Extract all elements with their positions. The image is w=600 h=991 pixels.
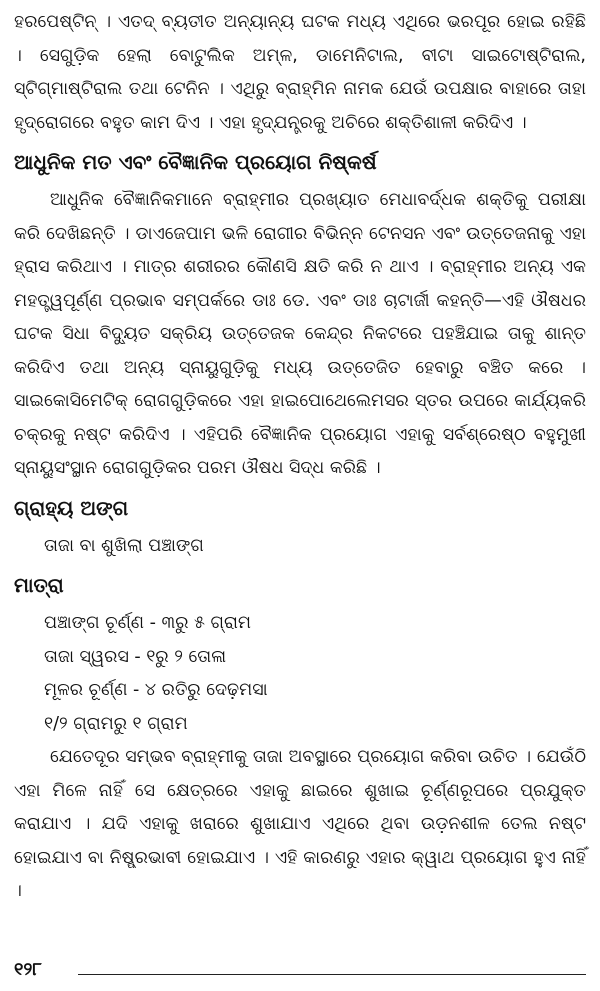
dose-item: ମୂଳର ଚୂର୍ଣ୍ଣ - ୪ ରତିରୁ ଦେଢ଼ମସା — [44, 680, 268, 700]
document-page — [14, 6, 586, 909]
heading-modern-view: ଆଧୁନିକ ମତ ଏବଂ ବୈଜ୍ଞାନିକ ପ୍ରୟୋଗ ନିଷ୍କର୍ଷ — [14, 150, 377, 174]
page-number: ୧୨୮ — [14, 959, 42, 980]
dose-list — [14, 607, 586, 741]
modern-view-paragraph: ଆଧୁନିକ ବୈଜ୍ଞାନିକମାନେ ବ୍ରାହ୍ମୀର ପ୍ରଖ୍ୟାତ ମେଧାବର୍ଦ୍ଧକ ଶକ୍ତିକୁ ପରୀକ୍ଷା କରି ଦେଖିଛନ୍ତି । ଡାଏଜେପାମ ଭଳି ରୋଗୀର ବିଭିନ୍ନ ଟେନସନ ଏବଂ ଉତ୍ତେଜନାକୁ ଏହା ହ୍ରାସ କରିଥାଏ । ମାତ୍ର ଶରୀରର କୌଣସି କ୍ଷତି କରି ନ ଥାଏ । ବ୍ରାହ୍ମୀର ଅନ୍ୟ ଏକ ମହତ୍ତ୍ୱପୂର୍ଣ୍ଣ ପ୍ରଭାବ ସମ୍ପର୍କରେ ଡାଃ ଡେ. ଏବଂ ଡାଃ ଚାଟାର୍ଜୀ କହନ୍ତି—ଏହି ଔଷଧର ଘଟକ ସିଧା ବିଦ୍ୟୁତ ସକ୍ରିୟ ଉତ୍ତେଜକ କେନ୍ଦ୍ର ନିକଟରେ ପହଞ୍ଚିଯାଇ ତାକୁ ଶାନ୍ତ କରିଦିଏ ତଥା ଅନ୍ୟ ସ୍ନାୟୁଗୁଡ଼ିକୁ ମଧ୍ୟ ଉତ୍ତେଜିତ ହେବାରୁ ବଞ୍ଚିତ କରେ । ସାଇକୋସିମେଟିକ୍ ରୋଗଗୁଡ଼ିକରେ ଏହା ହାଇପୋଥେଲେମସର ସ୍ତର ଉପରେ କାର୍ଯ୍ୟକରି ଚକ୍ରକୁ ନଷ୍ଟ କରିଦିଏ । ଏହିପରି ବୈଜ୍ଞାନିକ ପ୍ରୟୋଗ ଏହାକୁ ସର୍ବଶ୍ରେଷ୍ଠ ବହୁମୁଖୀ ସ୍ନାୟୁସଂସ୍ଥାନ ରୋଗଗୁଡ଼ିକର ପରମ ଔଷଧ ସିଦ୍ଧ କରିଛି । — [14, 190, 586, 478]
part-used-text: ତାଜା ବା ଶୁଖିଲା ପଞ୍ଚାଙ୍ଗ — [44, 535, 204, 556]
intro-paragraph: ହରପେଷ୍ଟିନ୍ । ଏତଦ୍ ବ୍ୟତୀତ ଅନ୍ୟାନ୍ୟ ଘଟକ ମଧ୍ୟ ଏଥିରେ ଭରପୂର ହୋଇ ରହିଛି । ସେଗୁଡ଼ିକ ହେଲା ବୋଟୁଲିକ ଅମ୍ଳ, ଡାମେନିଟାଲ, ବୀଟା ସାଇଟୋଷ୍ଟିରାଲ, ସ୍ଟିଗ୍ମାଷ୍ଟିରାଲ ତଥା ଟେନିନ । ଏଥିରୁ ବ୍ରାହ୍ମିନ ନାମକ ଯେଉଁ ଉପକ୍ଷାର ବାହାରେ ତାହା ହୃଦ୍‌ରୋଗରେ ବହୁତ କାମ ଦିଏ । ଏହା ହୃଦ୍‌ଯନ୍ତ୍ରକୁ ଅଚିରେ ଶକ୍ତିଶାଳୀ କରିଦିଏ । — [14, 12, 586, 133]
page-footer — [14, 958, 586, 988]
heading-dose: ମାତ୍ରା — [14, 573, 64, 597]
dose-item: ୧/୨ ଗ୍ରାମରୁ ୧ ଗ୍ରାମ — [44, 713, 188, 734]
dose-item: ତାଜା ସ୍ୱରସ - ୧ରୁ ୨ ତୋଳା — [44, 646, 227, 667]
heading-part-used: ଗ୍ରାହ୍ୟ ଅଙ୍ଗ — [14, 495, 129, 520]
dose-item: ପଞ୍ଚାଙ୍ଗ ଚୂର୍ଣ୍ଣ - ୩ରୁ ୫ ଗ୍ରାମ — [44, 613, 251, 633]
footer-rule — [78, 974, 586, 975]
usage-paragraph: ଯେତେଦୂର ସମ୍ଭବ ବ୍ରାହ୍ମୀକୁ ତାଜା ଅବସ୍ଥାରେ ପ୍ରୟୋଗ କରିବା ଉଚିତ । ଯେଉଁଠି ଏହା ମିଳେ ନାହିଁ ସେ କ୍ଷେତ୍ରରେ ଏହାକୁ ଛାଇରେ ଶୁଖାଇ ଚୂର୍ଣ୍ଣରୂପରେ ପ୍ରଯୁକ୍ତ କରାଯାଏ । ଯଦି ଏହାକୁ ଖରାରେ ଶୁଖାଯାଏ ଏଥିରେ ଥିବା ଉଡ଼ନଶୀଳ ତେଲ ନଷ୍ଟ ହୋଇଯାଏ ବା ନିଷ୍ପ୍ରଭାବୀ ହୋଇଯାଏ । ଏହି କାରଣରୁ ଏହାର କ୍ୱାଥ ପ୍ରୟୋଗ ହୁଏ ନାହିଁ । — [14, 747, 586, 901]
